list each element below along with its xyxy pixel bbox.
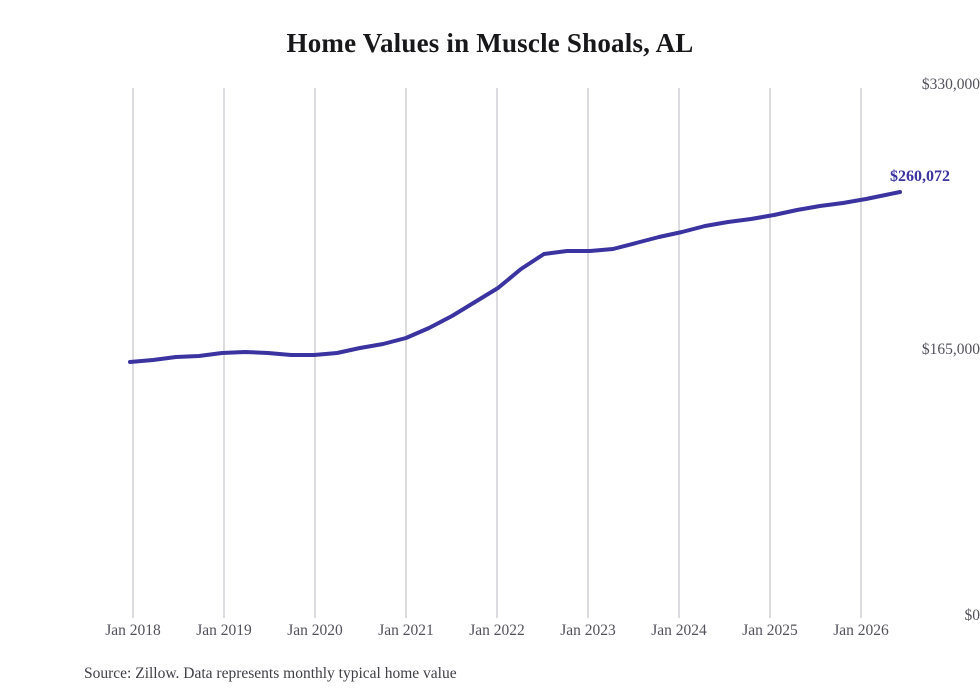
x-tick-label-jan-2025: Jan 2025 — [742, 622, 798, 639]
end-value-annotation: $260,072 — [890, 168, 950, 185]
x-tick-label-jan-2022: Jan 2022 — [469, 622, 525, 639]
x-tick-label-jan-2023: Jan 2023 — [560, 622, 616, 639]
x-tick-label-jan-2021: Jan 2021 — [378, 622, 434, 639]
x-tick-label-jan-2024: Jan 2024 — [651, 622, 707, 639]
plot-area — [100, 88, 980, 618]
x-tick-label-jan-2026: Jan 2026 — [833, 622, 889, 639]
y-tick-label-330000: $330,000 — [921, 76, 980, 93]
series-line-typical-home-value — [100, 88, 980, 618]
chart-title: Home Values in Muscle Shoals, AL — [286, 28, 694, 58]
x-tick-label-jan-2020: Jan 2020 — [287, 622, 343, 639]
y-tick-label-0: $0 — [964, 607, 980, 624]
x-tick-label-jan-2019: Jan 2019 — [196, 622, 252, 639]
source-note: Source: Zillow. Data represents monthly typical home value — [84, 665, 457, 682]
x-tick-label-jan-2018: Jan 2018 — [105, 622, 161, 639]
y-tick-label-165000: $165,000 — [921, 341, 980, 358]
